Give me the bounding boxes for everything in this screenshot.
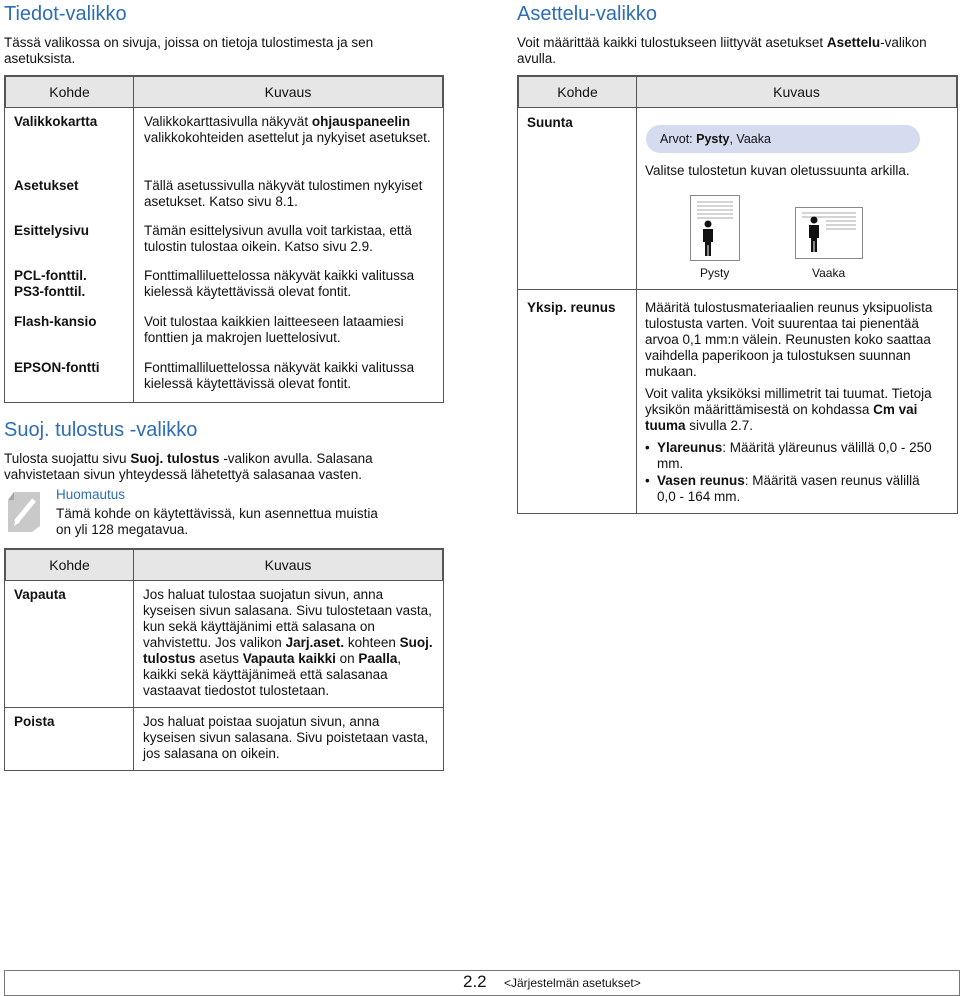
desc-bold: Suoj. tulostus [143,635,433,666]
note-title: Huomautus [56,487,126,502]
row-label-settings: Asetukset [14,178,79,193]
bullet-text: : Määritä yläreunus välillä 0,0 - 250 mm. [657,440,932,471]
row-label-menu-map: Valikkokartta [14,114,98,129]
units-text: sivulla 2.7. [685,418,754,433]
desc-bold: Paalla [358,651,398,666]
values-label: Arvot: [660,132,697,146]
col-header-item: Kohde [6,77,134,108]
intro-text: Tulosta suojattu sivu [4,451,131,466]
bullet-bold: Vasen reunus [657,473,745,488]
desc-text: asetus [195,651,243,666]
secure-table-row-divider [4,707,443,708]
desc-bold: Jarj.aset. [285,635,345,650]
row-label-simplex-margin: Yksip. reunus [527,300,616,315]
landscape-page-icon [795,207,863,259]
margin-units [645,386,945,434]
info-menu-title: Tiedot-valikko [4,3,127,25]
desc-text: , kaikki sekä käyttäjänimeä että salasanaa vastaavat tiedostot tulostetaan. [143,651,402,698]
portrait-caption: Pysty [700,266,730,280]
desc-bold: ohjauspaneelin [311,114,411,129]
bullet-text: : Määritä vasen reunus välillä 0,0 - 164 mm. [657,473,920,504]
row-label-font-lists: PCL-fonttil. PS3-fonttil. [14,268,87,299]
bullet-left-margin [645,473,935,505]
portrait-figure-icon [691,196,739,260]
col-header-desc: Kuvaus [637,77,957,108]
landscape-figure-icon [796,208,862,258]
row-desc-epson-font: Fonttimalliluettelossa näkyvät kaikki valitussa kielessä käytettävissä olevat fontit. [144,360,415,391]
col-header-desc: Kuvaus [134,77,443,108]
bullet-bold: Ylareunus [657,440,723,455]
portrait-page-icon [690,195,740,261]
row-desc-release [143,587,433,699]
secure-print-title: Suoj. tulostus -valikko [4,419,198,441]
row-desc-flash-folder: Voit tulostaa kaikkien laitteeseen lataamiesi fonttien ja makrojen luettelosivut. [144,314,404,345]
desc-bold: Vapauta kaikki [242,651,336,666]
col-header-item: Kohde [6,550,134,581]
layout-menu-title: Asettelu-valikko [517,3,658,25]
footer-chapter: <Järjestelmän asetukset> [504,976,641,990]
intro-text: -valikon avulla. [517,35,927,66]
layout-menu-intro [517,35,947,67]
note-icon [4,488,44,534]
bullet-top-margin [645,440,935,472]
intro-bold: Asettelu [826,35,881,50]
desc-text: valikkokohteiden asettelut ja nykyiset asetukset. [144,130,431,145]
col-header-item: Kohde [519,77,637,108]
info-table-divider [4,107,134,402]
row-label-release: Vapauta [14,587,66,602]
footer-page-number: 2.2 [463,972,487,991]
note-text: Tämä kohde on käytettävissä, kun asennettua muistia on yli 128 megatavua. [56,506,378,537]
secure-print-intro [4,451,404,483]
orientation-values-bar [646,125,920,153]
row-desc-menu-map [144,114,434,146]
desc-text: Jos haluat tulostaa suojatun sivun, anna kyseisen sivun salasana. Sivu tulostetaan vasta, kun sekä käyttäjänimi että salasana on vahvistettu. Jos valikon [143,587,432,650]
col-header-desc: Kuvaus [134,550,443,581]
row-label-demo-page: Esittelysivu [14,223,90,238]
intro-text: -valikon avulla. Salasana vahvistetaan sivun yhteydessä lähetettyä salasanaa vasten. [4,451,373,482]
row-desc-delete: Jos haluat poistaa suojatun sivun, anna kyseisen sivun salasana. Sivu poistetaan vasta, jos salasana on oikein. [143,714,429,761]
intro-bold: Suoj. tulostus [130,451,220,466]
landscape-caption: Vaaka [812,266,846,280]
intro-text: Voit määrittää kaikki tulostukseen liittyvät asetukset [517,35,827,50]
values-other: , Vaaka [729,132,771,146]
info-menu-intro: Tässä valikossa on sivuja, joissa on tietoja tulostimesta ja sen asetuksista. [4,35,374,66]
orientation-desc: Valitse tulostetun kuvan oletussuunta arkilla. [645,163,910,178]
values-default: Pysty [696,132,730,146]
row-label-delete: Poista [14,714,55,729]
secure-table-divider [4,579,134,770]
desc-text: Valikkokarttasivulla näkyvät [144,114,312,129]
row-desc-demo-page: Tämän esittelysivun avulla voit tarkistaa, että tulostin tulostaa oikein. Katso sivu 2.9. [144,223,412,254]
units-bold: Cm vai tuuma [645,402,918,433]
desc-text: on [335,651,359,666]
desc-text: kohteen [344,635,400,650]
row-desc-settings: Tällä asetussivulla näkyvät tulostimen nykyiset asetukset. Katso sivu 8.1. [144,178,423,209]
layout-table-row-divider [517,289,957,290]
margin-desc: Määritä tulostusmateriaalien reunus yksipuolista tulostusta varten. Voit suurentaa tai pienentää arvoa 0,1 mm:n välein. Reunusten koko saattaa vaihdella paperikoon ja tulostuksen suunnan mukaan. [645,300,933,379]
row-label-epson-font: EPSON-fontti [14,360,100,375]
margin-bullet-list [645,440,935,505]
row-desc-font-lists: Fonttimalliluettelossa näkyvät kaikki valitussa kielessä käytettävissä olevat fontit. [144,268,415,299]
row-label-orientation: Suunta [527,115,573,130]
row-label-flash-folder: Flash-kansio [14,314,97,329]
units-text: Voit valita yksiköksi millimetrit tai tuumat. Tietoja yksikön määrittämisestä on kohdassa [645,386,932,417]
